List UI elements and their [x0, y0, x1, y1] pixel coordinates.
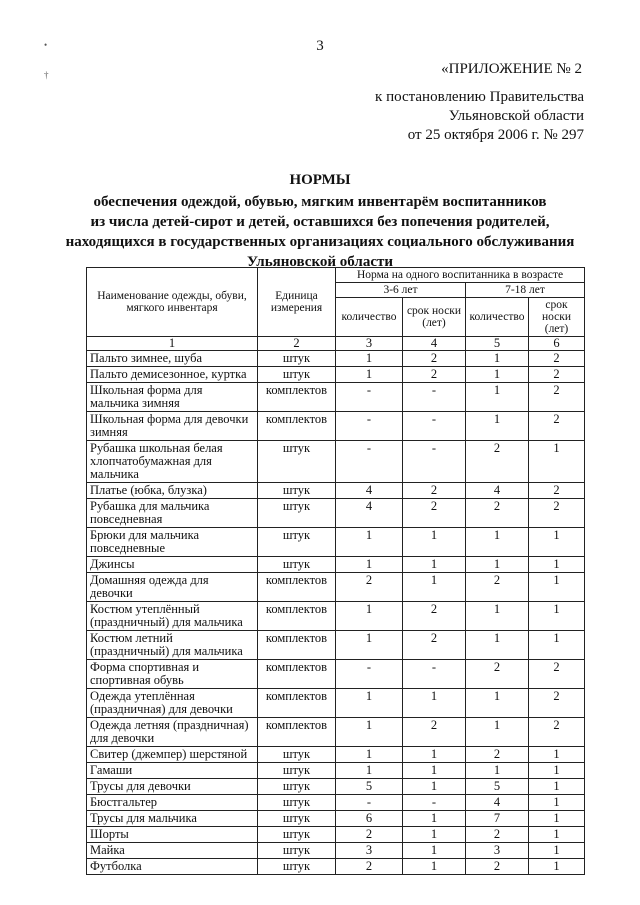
wear-7-18: 1 [529, 528, 585, 557]
table-row [87, 367, 585, 383]
table-row [87, 499, 585, 528]
qty-7-18: 3 [466, 843, 529, 859]
item-name: Свитер (джемпер) шерстяной [87, 747, 258, 763]
wear-3-6: 2 [403, 499, 466, 528]
wear-3-6: 1 [403, 557, 466, 573]
item-unit: комплектов [258, 689, 336, 718]
wear-7-18: 1 [529, 557, 585, 573]
wear-3-6: 1 [403, 763, 466, 779]
table-row [87, 859, 585, 875]
qty-7-18: 1 [466, 763, 529, 779]
table-row [87, 528, 585, 557]
item-unit: комплектов [258, 412, 336, 441]
qty-3-6: 1 [336, 718, 403, 747]
column-number: 4 [403, 337, 466, 351]
wear-7-18: 1 [529, 779, 585, 795]
title-line-3: находящихся в государственных организациях социального обслуживания [65, 234, 575, 250]
wear-7-18: 2 [529, 351, 585, 367]
item-name: Брюки для мальчика повседневные [87, 528, 258, 557]
qty-3-6: 1 [336, 747, 403, 763]
header-age-3-6: 3-6 лет [336, 283, 466, 298]
item-unit: штук [258, 779, 336, 795]
wear-7-18: 2 [529, 689, 585, 718]
item-unit: комплектов [258, 573, 336, 602]
qty-3-6: 4 [336, 483, 403, 499]
qty-3-6: - [336, 441, 403, 483]
qty-7-18: 1 [466, 689, 529, 718]
wear-3-6: - [403, 412, 466, 441]
item-name: Бюстгальтер [87, 795, 258, 811]
qty-7-18: 1 [466, 412, 529, 441]
wear-3-6: 2 [403, 718, 466, 747]
column-number: 2 [258, 337, 336, 351]
appendix-block [375, 60, 584, 145]
title-line-1: обеспечения одеждой, обувью, мягким инвентарём воспитанников [93, 194, 547, 210]
item-name: Платье (юбка, блузка) [87, 483, 258, 499]
wear-3-6: 2 [403, 483, 466, 499]
qty-3-6: 4 [336, 499, 403, 528]
item-name: Рубашка школьная белая хлопчатобумажная для мальчика [87, 441, 258, 483]
wear-7-18: 1 [529, 441, 585, 483]
wear-7-18: 2 [529, 412, 585, 441]
qty-7-18: 1 [466, 367, 529, 383]
qty-3-6: 1 [336, 351, 403, 367]
table-row [87, 718, 585, 747]
item-unit: штук [258, 557, 336, 573]
item-unit: штук [258, 795, 336, 811]
title-main: НОРМЫ [289, 172, 351, 188]
table-row [87, 843, 585, 859]
wear-7-18: 2 [529, 660, 585, 689]
item-unit: комплектов [258, 631, 336, 660]
qty-7-18: 2 [466, 660, 529, 689]
qty-3-6: 1 [336, 631, 403, 660]
qty-7-18: 2 [466, 573, 529, 602]
table-row [87, 689, 585, 718]
item-unit: штук [258, 528, 336, 557]
qty-7-18: 2 [466, 827, 529, 843]
table-row [87, 779, 585, 795]
qty-3-6: 1 [336, 528, 403, 557]
qty-7-18: 5 [466, 779, 529, 795]
table-row [87, 660, 585, 689]
table-row [87, 573, 585, 602]
table-row [87, 483, 585, 499]
wear-7-18: 1 [529, 631, 585, 660]
qty-3-6: 2 [336, 573, 403, 602]
title-line-4: Ульяновской области [246, 254, 394, 270]
wear-3-6: - [403, 660, 466, 689]
table-row [87, 383, 585, 412]
column-number: 6 [529, 337, 585, 351]
item-name: Форма спортивная и спортивная обувь [87, 660, 258, 689]
item-unit: штук [258, 351, 336, 367]
wear-3-6: 1 [403, 689, 466, 718]
header-wear-1: срок носки (лет) [403, 298, 466, 337]
item-name: Одежда утеплённая (праздничная) для девочки [87, 689, 258, 718]
wear-7-18: 2 [529, 483, 585, 499]
header-norm: Норма на одного воспитанника в возрасте [336, 268, 585, 283]
qty-3-6: 1 [336, 367, 403, 383]
wear-3-6: 2 [403, 351, 466, 367]
wear-7-18: 1 [529, 573, 585, 602]
table-row [87, 351, 585, 367]
qty-7-18: 2 [466, 747, 529, 763]
qty-3-6: - [336, 795, 403, 811]
table-row [87, 412, 585, 441]
qty-7-18: 1 [466, 718, 529, 747]
item-unit: штук [258, 827, 336, 843]
wear-7-18: 2 [529, 499, 585, 528]
header-wear-2: срок носки (лет) [529, 298, 585, 337]
wear-3-6: 1 [403, 843, 466, 859]
item-name: Майка [87, 843, 258, 859]
qty-3-6: 5 [336, 779, 403, 795]
qty-3-6: 1 [336, 689, 403, 718]
wear-7-18: 1 [529, 859, 585, 875]
table-row [87, 827, 585, 843]
header-qty-2: количество [466, 298, 529, 337]
item-name: Джинсы [87, 557, 258, 573]
qty-7-18: 1 [466, 631, 529, 660]
title-line-2: из числа детей-сирот и детей, оставшихся без попечения родителей, [90, 214, 550, 230]
item-name: Домашняя одежда для девочки [87, 573, 258, 602]
qty-7-18: 4 [466, 795, 529, 811]
wear-3-6: - [403, 383, 466, 412]
wear-3-6: 2 [403, 631, 466, 660]
wear-7-18: 2 [529, 367, 585, 383]
wear-3-6: 1 [403, 747, 466, 763]
item-unit: штук [258, 747, 336, 763]
item-name: Одежда летняя (праздничная) для девочки [87, 718, 258, 747]
header-qty-1: количество [336, 298, 403, 337]
item-unit: штук [258, 763, 336, 779]
item-unit: штук [258, 843, 336, 859]
page-number: 3 [316, 38, 324, 54]
table-row [87, 747, 585, 763]
item-unit: штук [258, 483, 336, 499]
table-row [87, 557, 585, 573]
table-row [87, 631, 585, 660]
wear-3-6: 2 [403, 602, 466, 631]
wear-3-6: 1 [403, 827, 466, 843]
qty-3-6: 1 [336, 602, 403, 631]
qty-7-18: 4 [466, 483, 529, 499]
wear-3-6: - [403, 441, 466, 483]
appendix-date: от 25 октября 2006 г. № 297 [407, 127, 584, 143]
qty-3-6: 3 [336, 843, 403, 859]
qty-7-18: 1 [466, 383, 529, 412]
qty-7-18: 2 [466, 441, 529, 483]
qty-3-6: 2 [336, 859, 403, 875]
table-row [87, 811, 585, 827]
qty-7-18: 1 [466, 557, 529, 573]
wear-7-18: 1 [529, 843, 585, 859]
wear-7-18: 1 [529, 747, 585, 763]
wear-7-18: 2 [529, 383, 585, 412]
header-name: Наименование одежды, обуви, мягкого инвентаря [87, 268, 258, 337]
column-numbers-row [87, 337, 585, 351]
item-unit: штук [258, 859, 336, 875]
item-name: Шорты [87, 827, 258, 843]
document-title [0, 170, 640, 272]
norms-table [86, 267, 585, 875]
item-unit: штук [258, 499, 336, 528]
item-name: Гамаши [87, 763, 258, 779]
wear-3-6: 1 [403, 779, 466, 795]
table-row [87, 602, 585, 631]
qty-3-6: - [336, 383, 403, 412]
table-row [87, 441, 585, 483]
item-name: Костюм летний (праздничный) для мальчика [87, 631, 258, 660]
item-unit: комплектов [258, 383, 336, 412]
table-row [87, 795, 585, 811]
qty-3-6: 6 [336, 811, 403, 827]
item-name: Футболка [87, 859, 258, 875]
wear-3-6: 1 [403, 573, 466, 602]
column-number: 3 [336, 337, 403, 351]
wear-7-18: 1 [529, 827, 585, 843]
appendix-ref: к постановлению Правительства [375, 89, 584, 105]
item-name: Школьная форма для мальчика зимняя [87, 383, 258, 412]
header-unit: Единица измерения [258, 268, 336, 337]
header-age-7-18: 7-18 лет [466, 283, 585, 298]
wear-7-18: 1 [529, 795, 585, 811]
item-name: Пальто зимнее, шуба [87, 351, 258, 367]
item-name: Пальто демисезонное, куртка [87, 367, 258, 383]
column-number: 1 [87, 337, 258, 351]
qty-3-6: - [336, 660, 403, 689]
item-unit: комплектов [258, 718, 336, 747]
qty-3-6: - [336, 412, 403, 441]
qty-3-6: 1 [336, 557, 403, 573]
wear-3-6: 1 [403, 859, 466, 875]
item-unit: комплектов [258, 602, 336, 631]
wear-7-18: 2 [529, 718, 585, 747]
table-body [87, 351, 585, 875]
qty-3-6: 2 [336, 827, 403, 843]
appendix-region: Ульяновской области [448, 108, 584, 124]
qty-7-18: 1 [466, 528, 529, 557]
column-number: 5 [466, 337, 529, 351]
qty-7-18: 2 [466, 859, 529, 875]
scan-marks: • † [44, 40, 49, 80]
appendix-title: «ПРИЛОЖЕНИЕ № 2 [441, 61, 582, 77]
wear-3-6: 1 [403, 528, 466, 557]
wear-3-6: 2 [403, 367, 466, 383]
qty-7-18: 1 [466, 351, 529, 367]
qty-7-18: 2 [466, 499, 529, 528]
item-name: Костюм утеплённый (праздничный) для мальчика [87, 602, 258, 631]
wear-3-6: 1 [403, 811, 466, 827]
qty-7-18: 1 [466, 602, 529, 631]
item-name: Трусы для мальчика [87, 811, 258, 827]
item-unit: штук [258, 441, 336, 483]
item-name: Трусы для девочки [87, 779, 258, 795]
item-unit: штук [258, 811, 336, 827]
table-row [87, 763, 585, 779]
wear-3-6: - [403, 795, 466, 811]
item-unit: штук [258, 367, 336, 383]
qty-7-18: 7 [466, 811, 529, 827]
qty-3-6: 1 [336, 763, 403, 779]
item-name: Школьная форма для девочки зимняя [87, 412, 258, 441]
wear-7-18: 1 [529, 811, 585, 827]
wear-7-18: 1 [529, 602, 585, 631]
wear-7-18: 1 [529, 763, 585, 779]
item-name: Рубашка для мальчика повседневная [87, 499, 258, 528]
item-unit: комплектов [258, 660, 336, 689]
